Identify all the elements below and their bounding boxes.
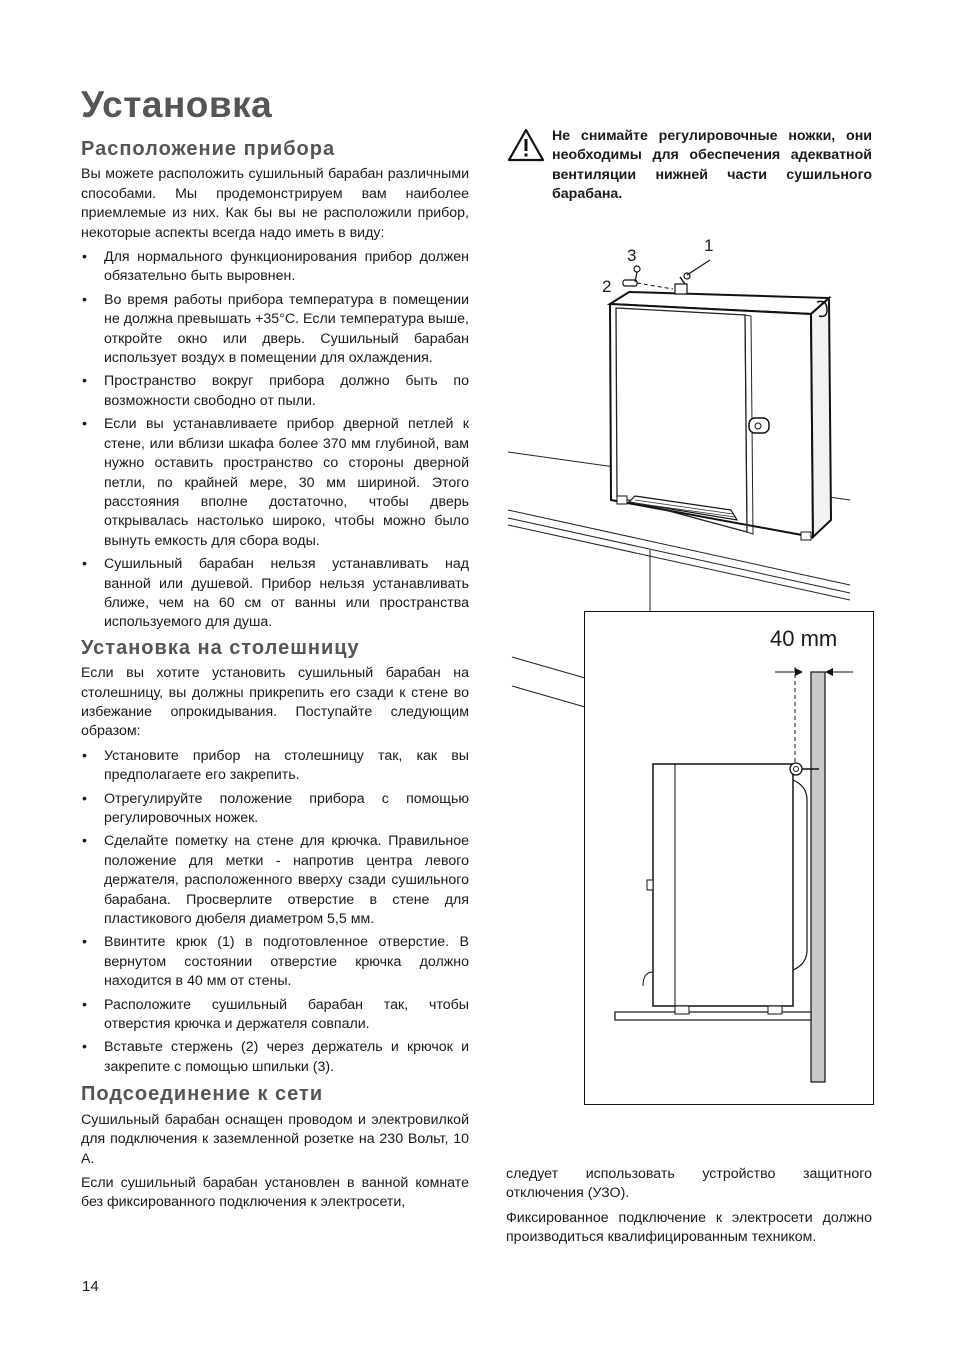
worktop-intro: Если вы хотите установить сушильный барабан на столешницу, вы должны прикрепить его сзади к стене во избежание опрокидывания. Поступайте следующим образом: [81, 665, 469, 740]
detail-figure-box [584, 611, 874, 1105]
electrical-para-1: Сушильный барабан оснащен проводом и электровилкой для подключения к заземленной розетке на 230 Вольт, 10 А. [81, 1111, 469, 1167]
list-item: • Пространство вокруг прибора должно быть по возможности свободно от пыли. [81, 372, 469, 411]
section-heading-worktop: Установка на столешницу [81, 636, 360, 659]
list-item: • Отрегулируйте положение прибора с помощью регулировочных ножек. [81, 790, 469, 829]
placement-list [81, 248, 469, 633]
list-item: • Сделайте пометку на стене для крючка. Правильное положение для метки - напротив центра левого держателя, расположенного вверху сзади сушильного барабана. Просверлите отверстие в стене для пластикового дюбеля диаметром 5,5 мм. [81, 832, 469, 929]
list-item: • Ввинтите крюк (1) в подготовленное отверстие. В вернутом состоянии отверстие крючка должно находится в 40 мм от стены. [81, 933, 469, 991]
warning-triangle-icon [507, 128, 545, 162]
list-item: • Вставьте стержень (2) через держатель и крючок и закрепите с помощью шпильки (3). [81, 1038, 469, 1077]
list-item: • Для нормального функционирования прибор должен обязательно быть выровнен. [81, 248, 469, 287]
label-hook: 1 [704, 236, 714, 255]
section-heading-placement: Расположение прибора [81, 138, 336, 160]
worktop-list [81, 747, 469, 1078]
page-title: Установка [81, 84, 273, 125]
label-rod: 2 [602, 277, 612, 296]
label-pin: 3 [627, 246, 637, 265]
list-item: • Установите прибор на столешницу так, как вы предполагаете его закрепить. [81, 747, 469, 786]
left-column [81, 140, 469, 1218]
warning-text: Не снимайте регулировочные ножки, они необходимы для обеспечения адекватной вентиляции нижней части сушильного барабана. [552, 128, 872, 203]
dimension-label: 40 mm [770, 626, 838, 651]
list-item: • Во время работы прибора температура в помещении не должна превышать +35°С. Если температура выше, откройте окно или дверь. Сушильный барабан использует воздух в помещении для охлаждения. [81, 291, 469, 369]
dryer-illustration [505, 232, 875, 612]
electrical-para-2: Если сушильный барабан установлен в ванной комнате без фиксированного подключения к электросети, [81, 1174, 469, 1211]
section-heading-electrical: Подсоединение к сети [81, 1083, 324, 1106]
list-item: • Если вы устанавливаете прибор дверной петлей к стене, или вблизи шкафа более 370 мм глубиной, вам нужно оставить пространство со стороны дверной петли, по крайней мере, 30 мм шириной. Этого расстояния вполне достаточно, чтобы дверь открывалась настолько широко, чтобы можно было вынуть емкость для сбора воды. [81, 415, 469, 551]
list-item: • Сушильный барабан нельзя устанавливать над ванной или душевой. Прибор нельзя устанавливать ближе, чем на 60 см от ванны или пространства используемого для душа. [81, 555, 469, 633]
electrical-continuation: следует использовать устройство защитного отключения (УЗО). [506, 1166, 872, 1202]
placement-intro: Вы можете расположить сушильный барабан различными способами. Мы продемонстрируем вам наиболее приемлемые из них. Как бы вы не расположили прибор, некоторые аспекты всегда надо иметь в виду: [81, 166, 469, 241]
list-item: • Расположите сушильный барабан так, чтобы отверстия крючка и держателя совпали. [81, 996, 469, 1035]
right-column-text [506, 1165, 872, 1253]
page-number: 14 [82, 1278, 99, 1295]
electrical-fixed-connection: Фиксированное подключение к электросети должно производиться квалифицированным техником. [506, 1209, 872, 1246]
leader-lines [510, 655, 590, 715]
